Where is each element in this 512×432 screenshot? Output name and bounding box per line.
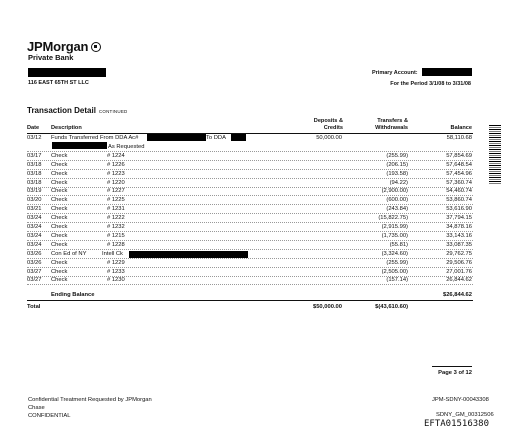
cell-balance: 57,648.54	[446, 161, 472, 168]
total-withdrawals: $(43,610.60)	[375, 304, 408, 310]
cell-balance: 54,460.74	[446, 188, 472, 195]
cell-desc: Con Ed of NY	[51, 250, 87, 257]
statement-period: For the Period 3/1/08 to 3/31/08	[390, 81, 471, 87]
cell-desc: Check	[51, 215, 68, 222]
cell-date: 03/24	[27, 224, 42, 230]
cell-balance: 58,110.68	[446, 135, 472, 141]
cell-date: 03/26	[27, 250, 42, 257]
cell-date: 03/18	[27, 179, 42, 186]
cell-withdrawal: (255.99)	[386, 152, 408, 159]
bank-logo	[27, 39, 101, 54]
cell-date: 03/21	[27, 206, 42, 213]
cell-desc: Check	[51, 170, 68, 177]
col-transfers	[362, 118, 408, 132]
cell-desc: Check	[51, 241, 68, 248]
bates-number-2: SDNY_GM_00312506	[436, 412, 494, 418]
col-date: Date	[27, 125, 40, 131]
bank-name: JPMorgan	[27, 39, 89, 54]
cell-balance: 37,794.15	[446, 215, 472, 222]
cell-ref: # 1226	[107, 161, 125, 168]
cell-balance: 29,762.75	[446, 250, 472, 257]
cell-deposit: 50,000.00	[316, 135, 342, 141]
col-balance: Balance	[450, 125, 472, 131]
cell-ref: # 1232	[107, 224, 125, 230]
cell-date: 03/17	[27, 152, 42, 159]
cell-balance: 29,506.76	[446, 259, 472, 266]
col-transfers-line2: Withdrawals	[375, 125, 408, 131]
cell-balance: 27,001.76	[446, 268, 472, 275]
cell-balance: 26,844.62	[446, 277, 472, 284]
cell-withdrawal: (55.81)	[389, 241, 408, 248]
cell-balance: 33,087.35	[446, 241, 472, 248]
redaction-requester	[52, 142, 107, 149]
cell-balance: 34,878.16	[446, 224, 472, 230]
section-title	[27, 106, 127, 115]
cell-withdrawal: (94.22)	[389, 179, 408, 186]
cell-date: 03/24	[27, 232, 42, 239]
cell-desc: Funds Transferred From DDA Ac#	[51, 135, 139, 141]
cell-date: 03/19	[27, 188, 42, 195]
cell-balance: 33,143.16	[446, 232, 472, 239]
cell-withdrawal: (2,505.00)	[381, 268, 408, 275]
cell-desc: Check	[51, 161, 68, 168]
ending-balance-value: $26,844.62	[442, 292, 472, 298]
cell-ref: # 1227	[107, 188, 125, 195]
barcode	[489, 125, 501, 185]
redaction-to-account	[231, 134, 246, 141]
cell-desc: Check	[51, 179, 68, 186]
redaction-client-name	[28, 68, 106, 77]
cell-ref: # 1224	[107, 152, 125, 159]
cell-ref: # 1230	[107, 277, 125, 284]
col-transfers-line1: Transfers &	[377, 118, 408, 124]
bates-number-1: JPM-SDNY-00043308	[432, 397, 489, 403]
section-subtitle: CONTINUED	[98, 109, 128, 114]
section-title-text: Transaction Detail	[27, 106, 96, 115]
col-description: Description	[51, 125, 82, 131]
total-label: Total	[27, 304, 41, 310]
cell-ref: # 1228	[107, 241, 125, 248]
cell-withdrawal: (15,822.75)	[378, 215, 408, 222]
cell-desc: Check	[51, 277, 68, 284]
row-divider	[27, 284, 473, 285]
redaction-from-account	[147, 134, 206, 141]
cell-date: 03/24	[27, 215, 42, 222]
efta-number: EFTA01516380	[424, 419, 490, 429]
cell-desc: Check	[51, 259, 68, 266]
page-number: Page 3 of 12	[438, 370, 472, 376]
cell-date: 03/26	[27, 259, 42, 266]
cell-balance: 57,454.96	[446, 170, 472, 177]
cell-desc: Check	[51, 152, 68, 159]
cell-ref: As Requested	[108, 143, 145, 150]
cell-balance: 57,360.74	[446, 179, 472, 186]
cell-date: 03/18	[27, 161, 42, 168]
ending-balance-label: Ending Balance	[51, 292, 95, 298]
primary-account-label: Primary Account:	[372, 70, 418, 76]
cell-ref: # 1222	[107, 215, 125, 222]
cell-withdrawal: (1,735.00)	[381, 232, 408, 239]
cell-ref: To DDA	[206, 135, 226, 141]
col-deposits-line2: Credits	[323, 125, 343, 131]
cell-date: 03/27	[27, 277, 42, 284]
cell-date: 03/12	[27, 135, 42, 141]
cell-date: 03/20	[27, 197, 42, 204]
cell-ref: # 1220	[107, 179, 125, 186]
redaction-account-number	[422, 68, 472, 76]
redaction-payee-detail	[129, 251, 248, 258]
cell-date: 03/27	[27, 268, 42, 275]
col-deposits-line1: Deposits &	[313, 118, 343, 124]
cell-date: 03/18	[27, 170, 42, 177]
cell-balance: 53,860.74	[446, 197, 472, 204]
confidential-label: CONFIDENTIAL	[28, 412, 71, 419]
cell-withdrawal: (255.99)	[386, 259, 408, 266]
cell-balance: 53,616.90	[446, 206, 472, 213]
cell-ref: # 1225	[107, 197, 125, 204]
cell-desc: Check	[51, 224, 68, 230]
cell-balance: 57,854.69	[446, 152, 472, 159]
octagon-logo-icon	[91, 42, 101, 52]
cell-desc: Check	[51, 232, 68, 239]
cell-withdrawal: (2,915.99)	[381, 224, 408, 230]
cell-withdrawal: (243.84)	[386, 206, 408, 213]
cell-ref: Intell Ck	[102, 250, 123, 257]
page-rule	[432, 366, 472, 367]
total-rule	[27, 300, 473, 301]
cell-desc: Check	[51, 206, 68, 213]
confidential-notice: Confidential Treatment Requested by JPMorgan	[28, 397, 152, 403]
cell-desc: Check	[51, 197, 68, 204]
cell-ref: # 1229	[107, 259, 125, 266]
total-deposits: $50,000.00	[312, 304, 342, 310]
cell-withdrawal: (157.14)	[386, 277, 408, 284]
confidential-notice-cont: Chase	[28, 404, 45, 411]
cell-withdrawal: (600.00)	[386, 197, 408, 204]
cell-date: 03/24	[27, 241, 42, 248]
cell-desc: Check	[51, 268, 68, 275]
cell-withdrawal: (206.15)	[386, 161, 408, 168]
cell-ref: # 1233	[107, 268, 125, 275]
col-deposits	[300, 118, 343, 132]
cell-withdrawal: (3,324.60)	[381, 250, 408, 257]
cell-withdrawal: (193.58)	[386, 170, 408, 177]
bank-division: Private Bank	[28, 53, 74, 62]
cell-withdrawal: (2,900.00)	[381, 188, 408, 195]
cell-ref: # 1215	[107, 232, 125, 239]
cell-ref: # 1223	[107, 170, 125, 177]
client-address: 116 EAST 65TH ST LLC	[28, 80, 89, 86]
footer-left	[28, 397, 152, 420]
cell-ref: # 1231	[107, 206, 125, 213]
cell-desc: Check	[51, 188, 68, 195]
